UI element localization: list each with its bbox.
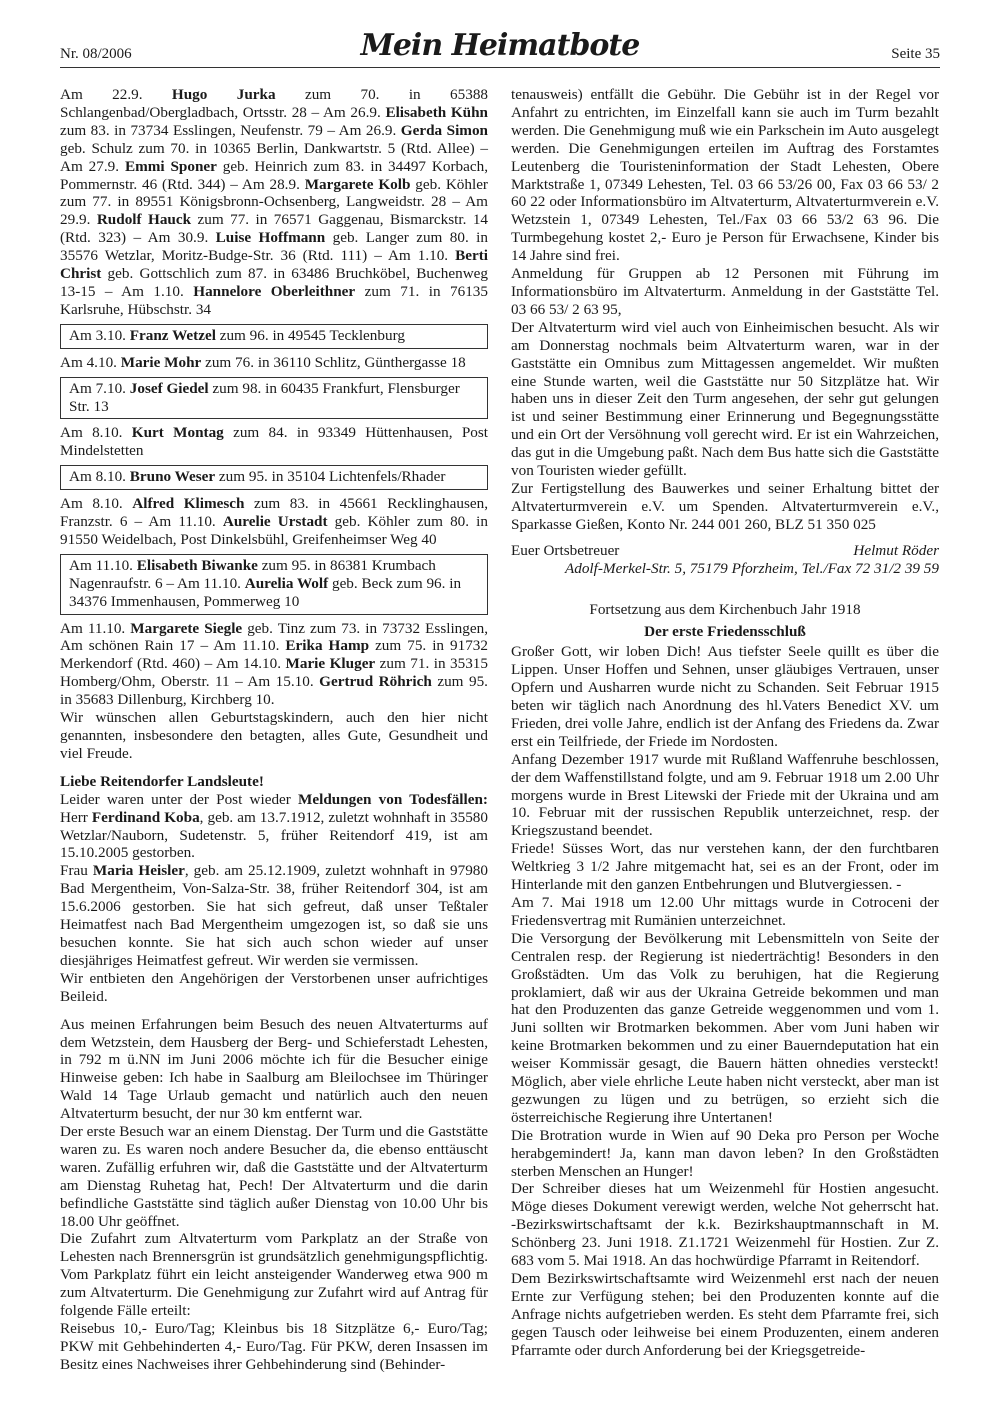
person-name: Hugo Jurka — [171, 86, 276, 103]
person-name: Rudolf Hauck — [96, 211, 192, 229]
article-paragraph: Reisebus 10,- Euro/Tag; Kleinbus bis 18 Sitzplätze 6,- Euro/Tag; PKW mit Gehbehinderten 4,- Euro/Tag. Für PKW, deren Insassen im Besitz eines Nachweises ihrer Gehbehinderung sind (Behinder- — [60, 1320, 488, 1373]
birthday-wishes: Wir wünschen allen Geburtstagskindern, auch den hier nicht genannten, insbesondere den betagten, alles Gute, Gesundheit und viel Freude. — [60, 709, 488, 762]
person-name: Luise Hoffmann — [215, 229, 326, 247]
person-name: Marie Mohr — [120, 353, 202, 371]
person-name: Marie Kluger — [285, 655, 376, 673]
birthday-entry: Am 8.10. Kurt Montag zum 84. in 93349 Hüttenhausen, Post Mindelstetten — [60, 424, 489, 460]
article-paragraph: Die Zufahrt zum Altvaterturm vom Parkplatz an der Straße von Lehesten nach Brennersgrün ist grundsätzlich genehmigungspflichtig. Vom Parkplatz führt ein leicht ansteigender Wanderweg etwa 900 m zum Altvaterturm. Die Genehmigung zur Zufahrt wird auf Antrag für folgende Fälle erteilt: — [60, 1230, 488, 1320]
article-paragraph: Friede! Süsses Wort, das nur verstehen kann, der den furchtbaren Weltkrieg 3 1/2 Jahre mitgemacht hat, sei es an der Front, oder im Hinterlande mit den ganzen Entbehrungen und Blutvergiessen. - — [511, 840, 939, 894]
person-name: Emmi Sponer — [124, 157, 217, 175]
person-name: Franz Wetzel — [129, 326, 216, 344]
person-name: Kurt Montag — [131, 424, 224, 442]
birthday-box — [60, 324, 488, 349]
person-name: Gertrud Röhrich — [319, 673, 432, 691]
person-name: Elisabeth Biwanke — [136, 556, 258, 574]
article-heading: Der erste Friedensschluß — [644, 623, 806, 641]
person-name: Josef Giedel — [129, 379, 209, 397]
birthday-entry: Am 4.10. Marie Mohr zum 76. in 36110 Schlitz, Günthergasse 18 — [60, 353, 466, 371]
birthday-entry: Am 8.10. Bruno Weser zum 95. in 35104 Lichtenfels/Rhader — [69, 468, 446, 486]
page-number: Seite 35 — [891, 46, 940, 62]
obituary-paragraph: Leider waren unter der Post wieder Meldungen von Todesfällen: Herr Ferdinand Koba, geb. am 13.7.1912, zuletzt wohnhaft in 35580 Wetzlar/Nauborn, Sudetenstr. 5, früher Reitendorf 419, ist am 15.10.2005 gestorben. — [60, 790, 488, 862]
article-paragraph: Der erste Besuch war an einem Dienstag. Der Turm und die Gaststätte waren zu. Es waren noch andere Besucher da, die ebenso enttäuscht waren. Zufällig erfuhren wir, daß die Gaststätte und der Altvaterturm am Dienstag Ruhetag hat, Pech! Der Altvaterturm und die darin befindliche Gaststätte sind täglich außer Dienstag von 10.00 Uhr bis 18.00 Uhr geöffnet. — [60, 1123, 488, 1230]
article-paragraph: tenausweis) entfällt die Gebühr. Die Gebühr ist in der Regel vor Anfahrt zu entrichten, im Einzelfall kann sie auch im Turm bezahlt werden. Die Genehmigung muß wie ein Parkschein im Auto ausgelegt werden. Die Genehmigungen erteilen im Auftrag des Forstamtes Leutenberg die Touristeninformation der Stadt Lehesten, Obere Marktstraße 1, 07349 Lehesten, Tel. 03 66 53/26 00, Fax 03 66 53/ 2 60 22 oder Informationsbüro im Altvaterturm, Altvaterturmverein e.V. Wetzstein 1, 07349 Lehesten, Tel./Fax 03 66 53/2 63 96. Die Turmbegehung kostet 2,- Euro je Person für Erwachsene, Kinder bis 14 Jahre sind frei. — [511, 86, 939, 265]
article-paragraph: Dem Bezirkswirtschaftsamte wird Weizenmehl erst nach der neuen Ernte zur Verfügung stehen; bei den Produzenten konnte auf die Anfrage nichts aufgetrieben werden. Es steht dem Pfarramte frei, sich gegen Tausch oder leihweise bei einem Produzenten, einem anderen Pfarramte oder durch Anforderung bei der Kriegsgetreide- — [511, 1270, 939, 1359]
person-name: Berti Christ — [60, 247, 488, 283]
article-paragraph: Der Schreiber dieses hat um Weizenmehl für Hostien angesucht. Möge dieses Dokument verewigt werden, welche Not geherrscht hat. -Bezirkswirtschaftsamt der k.k. Bezirkshauptmannschaft in M. Schönberg 23. Juni 1918. Z1.1721 Weizenmehl für Hostien. Zur Z. 683 vom 5. Mai 1918. An das hochwürdige Pfarramt in Reitendorf. — [511, 1180, 939, 1270]
birthday-box — [60, 377, 488, 420]
person-name: Aurelie Urstadt — [222, 513, 328, 531]
person-name: Margarete Siegle — [130, 619, 243, 637]
person-name: Meldungen von Todesfällen: — [298, 790, 488, 808]
birthday-box — [60, 554, 488, 615]
person-name: Maria Heisler — [92, 862, 185, 880]
person-name: Aurelia Wolf — [244, 574, 329, 592]
obituary-paragraph: Frau Maria Heisler, geb. am 25.12.1909, zuletzt wohnhaft in 97980 Bad Mergentheim, Von-Salza-Str. 38, früher Reitendorf 304, ist am 15.6.2006 gestorben. Sie hat sich gefreut, daß unser Teßtaler Heimatfest nach Bad Mergentheim umgezogen ist, so daß sie uns besuchen konnte. Sie hat sich auch schon wieder auf unser diesjähriges Heimatfest gefreut. Wir werden sie vermissen. — [60, 862, 488, 969]
article-paragraph: Die Brotration wurde in Wien auf 90 Deka pro Person per Woche herabgemindert! Ja, kann man davon leben? In den Großstädten sterben Menschen an Hunger! — [511, 1126, 939, 1180]
person-name: Ferdinand Koba — [91, 808, 200, 826]
newspaper-title: Mein Heimatbote — [360, 28, 640, 63]
signature-address: Adolf-Merkel-Str. 5, 75179 Pforzheim, Tel./Fax 72 31/2 39 59 — [564, 559, 939, 577]
article-paragraph: Aus meinen Erfahrungen beim Besuch des neuen Altvaterturms auf dem Wetzstein, dem Hausberg der Berg- und Schieferstadt Lehesten, in 792 m ü.NN im Juni 2006 möchte ich für die Besucher einige Hinweise geben: Ich habe in Saalburg am Bleilochsee im Thüringer Wald 14 Tage Urlaub gemacht und natürlich auch den neuen Altvaterturm besucht, der nur 30 km entfernt war. — [60, 1015, 488, 1123]
signature-line — [511, 542, 939, 560]
person-name: Margarete Kolb — [304, 175, 411, 193]
signature-name: Helmut Röder — [853, 541, 939, 559]
person-name: Bruno Weser — [129, 468, 216, 486]
article-paragraph: Der Altvaterturm wird viel auch von Einheimischen besucht. Als wir am Donnerstag nochmals beim Altvaterturm waren, war in der Gaststätte ein Omnibus zum Mittagessen angemeldet. Wir mußten eine Stunde warten, weil die Gaststätte nur 50 Sitzplätze hat. Wir haben uns in dieser Zeit den Turm angesehen, der sehr gut gelungen ist und seiner Bestimmung einer Erinnerung und Begegnungsstätte und ein Ort der Versöhnung voll gerecht wird. Er ist ein Wahrzeichen, das gut in die Umgebung paßt. Nach dem Bus hatte sich die Gaststätte von Touristen wieder gefüllt. — [511, 318, 939, 480]
article-paragraph: Großer Gott, wir loben Dich! Aus tiefster Seele quillt es über die Lippen. Unser Hoffen und Sehnen, unser gläubiges Vertrauen, unser Opfern und Ausharren wurde nicht zu Schanden. Seit Februar 1915 beten wir täglich nach Anordnung des hl.Vaters Benedict XV. um Frieden, drei volle Jahre, endlich ist der Anfang des Friedens da. Zwar erst ein Teilfriede, der Friede im Nordosten. — [511, 643, 939, 750]
person-name: Erika Hamp — [285, 637, 370, 655]
person-name: Gerda Simon — [400, 121, 488, 139]
birthday-entry: Am 7.10. Josef Giedel zum 98. in 60435 Frankfurt, Flensburger Str. 13 — [69, 379, 460, 415]
header-rule — [60, 67, 940, 68]
person-name: Elisabeth Kühn — [385, 103, 489, 121]
article-paragraph: Zur Fertigstellung des Bauwerkes und seiner Erhaltung bittet der Altvaterturmverein e.V. um Spenden. Altvaterturmverein e.V., Sparkasse Gießen, Konto Nr. 244 001 260, BLZ 51 350 025 — [511, 479, 939, 533]
birthday-entry: Am 3.10. Franz Wetzel zum 96. in 49545 Tecklenburg — [69, 326, 405, 344]
signature-label: Euer Ortsbetreuer — [511, 541, 620, 559]
article-paragraph: Anmeldung für Gruppen ab 12 Personen mit Führung im Informationsbüro im Altvaterturm. Anmeldung in der Gaststätte Tel. 03 66 53/ 2 63 95, — [511, 265, 939, 318]
article-paragraph: Anfang Dezember 1917 wurde mit Rußland Waffenruhe beschlossen, der dem Waffenstillstand folgte, und am 9. Februar 1918 um 2.00 Uhr morgens wurde in Brest Litewski der Friede mit der Ukraina und am 10. Februar mit der russischen Republik unterzeichnet, resp. der Kriegszustand beendet. — [511, 750, 939, 840]
article-paragraph: Am 7. Mai 1918 um 12.00 Uhr mittags wurde in Cotroceni der Friedensvertrag mit Rumänien unterzeichnet. — [511, 893, 939, 929]
birthday-box — [60, 465, 488, 490]
article-subheading: Fortsetzung aus dem Kirchenbuch Jahr 1918 — [589, 601, 861, 619]
issue-number: Nr. 08/2006 — [60, 46, 132, 62]
left-column — [60, 86, 488, 1374]
section-heading: Liebe Reitendorfer Landsleute! — [60, 772, 264, 790]
birthday-entry: Am 11.10. Elisabeth Biwanke zum 95. in 86381 Krumbach Nagenraufstr. 6 – Am 11.10. Aurelia Wolf geb. Beck zum 96. in 34376 Immenhausen, Pommerweg 10 — [69, 556, 462, 610]
article-paragraph: Die Versorgung der Bevölkerung mit Lebensmitteln von Seite der Centralen resp. der Regierung ist niederträchtig! Besonders in den Großstädten. Um das Volk zu beruhigen, hat die Regierung proklamiert, daß wir aus der Ukraina Getreide bekommen und man hat den Produzenten das ganze Getreide weggenommen und vom 1. Juni sollten wir Brotmarken bekommen. Aber vom Juni haben wir keine Brotmarken bekommen und zu einer Bauerndeputation hat ein weiser Kommissär gesagt, die Bauern hätten ohnedies versteckt! Möglich, aber viele ehrliche Leute haben nicht versteckt, aber man ist gezwungen zu lügen und zu betrügen, so erzieht sich die österreichische Regierung ihre Untertanen! — [511, 929, 939, 1126]
person-name: Alfred Klimesch — [132, 495, 245, 513]
birthday-entry: Am 11.10. Margarete Siegle geb. Tinz zum 73. in 73732 Esslingen, Am schönen Rain 17 – Am 11.10. Erika Hamp zum 75. in 91732 Merkendorf (Rtd. 460) – Am 14.10. Marie Kluger zum 71. in 35315 Homberg/Ohm, Oberstr. 11 – Am 15.10. Gertrud Röhrich zum 95. in 35683 Dillenburg, Kirchberg 10. — [60, 619, 488, 709]
birthday-entry: Am 8.10. Alfred Klimesch zum 83. in 45661 Recklinghausen, Franzstr. 6 – Am 11.10. Aurelie Urstadt geb. Köhler zum 80. in 91550 Weidelbach, Post Dinkelsbühl, Greifenheimser Weg 40 — [60, 495, 488, 548]
birthday-list: Am 22.9. Hugo Jurka zum 70. in 65388 Schlangenbad/Obergladbach, Ortsstr. 28 – Am 26.9. Elisabeth Kühn zum 83. in 73734 Esslingen, Neufenstr. 79 – Am 26.9. Gerda Simon geb. Schulz zum 70. in 10365 Berlin, Dankwartstr. 5 (Rtd. Allee) – Am 27.9. Emmi Sponer geb. Heinrich zum 83. in 34497 Korbach, Pommernstr. 46 (Rtd. 344) – Am 28.9. Margarete Kolb geb. Köhler zum 77. in 89551 Königsbronn-Ochsenberg, Langweidstr. 28 – Am 29.9. Rudolf Hauck zum 77. in 76571 Gaggenau, Bismarckstr. 14 (Rtd. 323) – Am 30.9. Luise Hoffmann geb. Langer zum 80. in 35576 Wetzlar, Moritz-Budge-Str. 36 (Rtd. 111) – Am 1.10. Berti Christ geb. Gottschlich zum 87. in 63486 Bruchköbel, Buchenweg 13-15 – Am 1.10. Hannelore Oberleithner zum 71. in 76135 Karlsruhe, Hübschstr. 34 — [60, 86, 489, 318]
person-name: Hannelore Oberleithner — [193, 282, 356, 300]
right-column — [511, 86, 939, 1360]
condolence-paragraph: Wir entbieten den Angehörigen der Verstorbenen unser aufrichtiges Beileid. — [60, 969, 488, 1005]
